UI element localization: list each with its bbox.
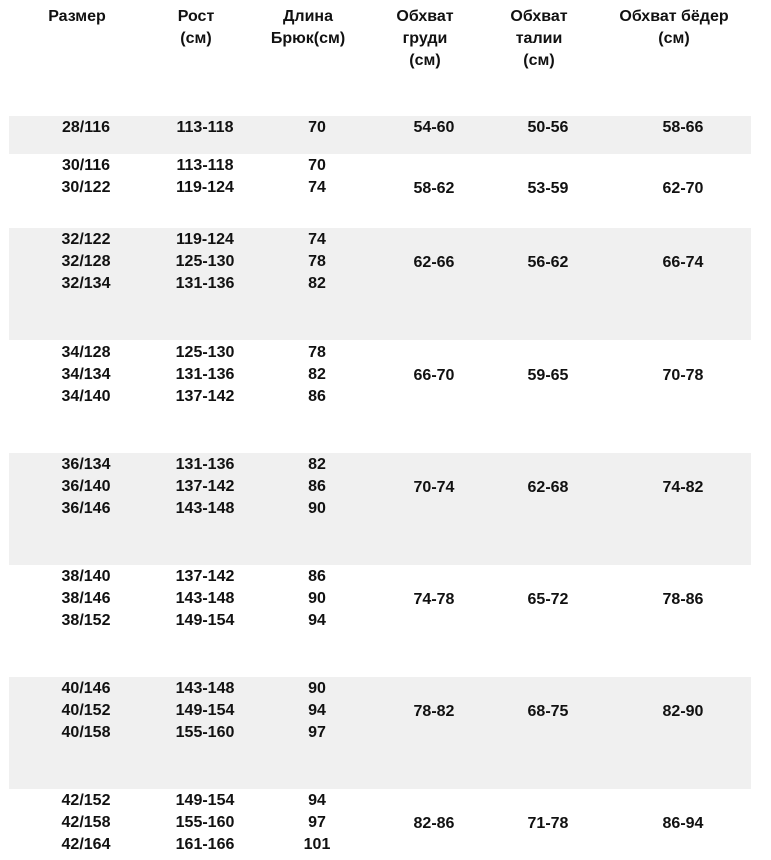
header-height: Рост (см) [177,8,215,47]
size-cell-value: 36/140 [61,478,111,495]
hips-cell: 66-74 [662,254,704,271]
size-cell-value: 30/116 [61,157,111,174]
size-cell-value: 42/164 [61,836,111,853]
size-cell [29,566,143,632]
height-cell-value: 137-142 [175,388,235,405]
hips-cell: 62-70 [662,180,704,197]
height-cell-value: 131-136 [175,456,235,473]
table-row [9,789,751,860]
pants-length-cell-value: 82 [308,366,326,383]
size-cell [29,342,143,408]
height-cell-value: 131-136 [175,366,235,383]
height-cell [148,790,262,856]
hips-cell: 74-82 [662,479,704,496]
height-cell-value: 137-142 [175,568,235,585]
table-row [9,340,751,453]
size-cell [29,678,143,744]
pants-length-cell [260,566,374,632]
chest-cell: 58-62 [413,180,455,197]
height-cell-value: 119-124 [176,231,234,248]
chest-cell: 62-66 [413,254,455,271]
pants-length-cell-value: 82 [308,275,326,292]
height-cell-value: 125-130 [175,344,235,361]
pants-length-cell-value: 82 [308,456,326,473]
pants-length-cell-value: 94 [308,612,326,629]
size-cell-value: 40/152 [61,702,111,719]
size-cell-value: 42/152 [61,792,111,809]
pants-length-cell [260,155,374,199]
size-cell [29,229,143,295]
height-cell-value: 143-148 [175,680,235,697]
table-row [9,154,751,228]
header-waist: Обхват талии (см) [510,8,568,69]
pants-length-cell-value: 101 [303,836,331,853]
waist-cell: 53-59 [527,180,569,197]
height-cell-value: 149-154 [175,612,235,629]
height-cell [148,117,262,139]
size-cell [29,155,143,199]
header-pants-length: Длина Брюк(см) [270,8,346,47]
height-cell-value: 113-118 [176,119,234,136]
pants-length-cell [260,342,374,408]
hips-cell: 86-94 [662,815,704,832]
waist-cell: 50-56 [527,119,569,136]
pants-length-cell-value: 74 [308,179,326,196]
height-cell [148,454,262,520]
pants-length-cell [260,229,374,295]
pants-length-cell-value: 86 [308,388,326,405]
pants-length-cell-value: 94 [308,702,326,719]
size-cell-value: 38/152 [61,612,111,629]
pants-length-cell-value: 70 [308,119,326,136]
height-cell [148,229,262,295]
size-cell-value: 42/158 [61,814,111,831]
size-cell-value: 34/128 [61,344,111,361]
waist-cell: 71-78 [527,815,569,832]
size-cell-value: 36/146 [61,500,111,517]
height-cell-value: 131-136 [175,275,235,292]
table-row [9,677,751,789]
pants-length-cell-value: 78 [308,344,326,361]
pants-length-cell-value: 70 [308,157,326,174]
table-row [9,228,751,340]
pants-length-cell-value: 90 [308,500,326,517]
chest-cell: 82-86 [413,815,455,832]
size-cell-value: 40/146 [61,680,111,697]
height-cell-value: 155-160 [175,814,235,831]
pants-length-cell-value: 86 [308,478,326,495]
height-cell-value: 119-124 [176,179,234,196]
height-cell [148,155,262,199]
size-cell-value: 38/140 [61,568,111,585]
chest-cell: 66-70 [413,367,455,384]
pants-length-cell [260,790,374,856]
pants-length-cell [260,117,374,139]
size-cell-value: 32/128 [61,253,111,270]
table-header [0,0,771,110]
pants-length-cell-value: 74 [308,231,326,248]
hips-cell: 58-66 [662,119,704,136]
size-cell-value: 38/146 [61,590,111,607]
size-cell-value: 28/116 [61,119,111,136]
waist-cell: 65-72 [527,591,569,608]
pants-length-cell-value: 94 [308,792,326,809]
size-cell-value: 34/134 [61,366,111,383]
height-cell [148,678,262,744]
height-cell-value: 149-154 [175,792,235,809]
pants-length-cell-value: 90 [308,590,326,607]
size-cell [29,117,143,139]
header-size: Размер [48,8,106,25]
size-cell-value: 40/158 [61,724,111,741]
waist-cell: 56-62 [527,254,569,271]
size-cell-value: 36/134 [61,456,111,473]
chest-cell: 78-82 [413,703,455,720]
height-cell [148,342,262,408]
size-cell-value: 32/122 [61,231,111,248]
pants-length-cell-value: 78 [308,253,326,270]
chest-cell: 70-74 [413,479,455,496]
size-cell-value: 34/140 [61,388,111,405]
size-cell-value: 30/122 [61,179,111,196]
height-cell-value: 149-154 [175,702,235,719]
hips-cell: 70-78 [662,367,704,384]
header-chest: Обхват груди (см) [396,8,454,69]
pants-length-cell [260,678,374,744]
size-cell-value: 32/134 [61,275,111,292]
height-cell-value: 137-142 [175,478,235,495]
waist-cell: 62-68 [527,479,569,496]
size-cell [29,454,143,520]
size-cell [29,790,143,856]
waist-cell: 59-65 [527,367,569,384]
height-cell-value: 161-166 [175,836,235,853]
header-hips: Обхват бёдер (см) [619,8,729,47]
pants-length-cell-value: 97 [308,724,326,741]
height-cell-value: 155-160 [175,724,235,741]
hips-cell: 82-90 [662,703,704,720]
pants-length-cell-value: 90 [308,680,326,697]
height-cell-value: 113-118 [176,157,234,174]
height-cell-value: 143-148 [175,500,235,517]
height-cell-value: 143-148 [175,590,235,607]
height-cell-value: 125-130 [175,253,235,270]
table-row [9,116,751,154]
pants-length-cell [260,454,374,520]
pants-length-cell-value: 86 [308,568,326,585]
table-row [9,453,751,565]
chest-cell: 74-78 [413,591,455,608]
table-row [9,565,751,677]
chest-cell: 54-60 [413,119,455,136]
pants-length-cell-value: 97 [308,814,326,831]
waist-cell: 68-75 [527,703,569,720]
hips-cell: 78-86 [662,591,704,608]
height-cell [148,566,262,632]
